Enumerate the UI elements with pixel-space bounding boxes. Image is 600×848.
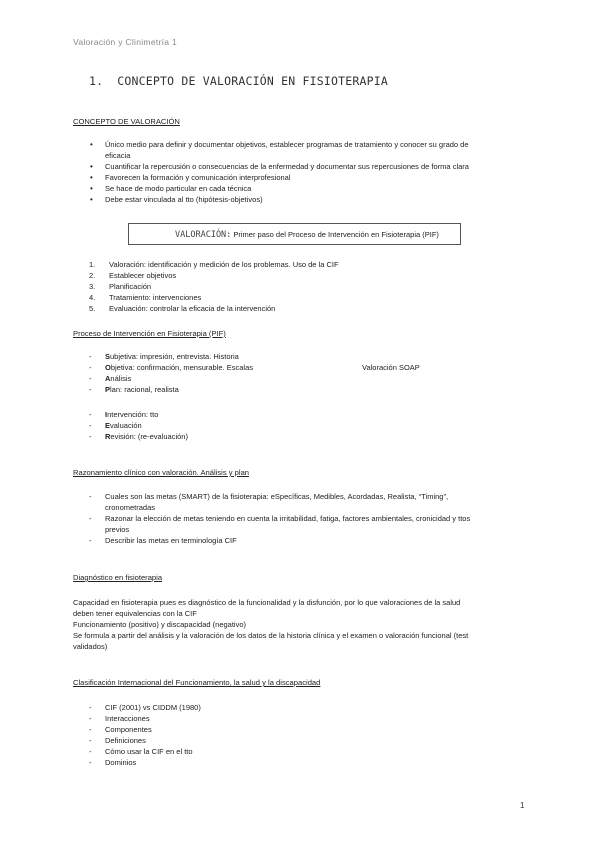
list-item-continuation: eficacia [105, 151, 131, 160]
definition-text: Primer paso del Proceso de Intervención en Fisioterapia (PIF) [233, 230, 439, 239]
list-item [89, 431, 389, 442]
list-item [89, 281, 519, 292]
step-number: 2. [89, 271, 96, 280]
page-number: 1 [520, 801, 525, 810]
list-item: • Se hace de modo particular en cada técnica [73, 183, 533, 194]
soap-initial: P [105, 385, 111, 394]
paragraph-line: validados) [73, 642, 108, 651]
soap-list [89, 351, 389, 395]
soap-initial: O [105, 363, 111, 372]
list-item: • Favorecen la formación y comunicación interprofesional [73, 172, 533, 183]
step-text: Evaluación: controlar la eficacia de la intervención [109, 304, 276, 313]
list-item: - Interacciones [89, 713, 389, 724]
list-item [89, 373, 389, 384]
step-number: 4. [89, 293, 96, 302]
section-heading-cif: Clasificación Internacional del Funcionamiento, la salud y la discapacidad [73, 678, 321, 687]
list-item-continuation: cronometradas [105, 503, 156, 512]
list-item: • Debe estar vinculada al tto (hipótesis-objetivos) [73, 194, 533, 205]
list-item [89, 351, 389, 362]
list-item: - Cuales son las metas (SMART) de la fisioterapia: eSpecíficas, Medibles, Acordadas, Realista, “Timing”, [89, 491, 529, 502]
ier-text: ntervención: tto [107, 410, 159, 419]
step-text: Establecer objetivos [109, 271, 177, 280]
step-text: Valoración: identificación y medición de los problemas. Uso de la CIF [109, 260, 339, 269]
chapter-title-text: CONCEPTO DE VALORACIÓN EN FISIOTERAPIA [117, 74, 388, 88]
list-item: - Componentes [89, 724, 389, 735]
paragraph-line: Capacidad en fisioterapia pues es diagnóstico de la funcionalidad y la disfunción, por lo que valoraciones de la salud [73, 598, 461, 607]
razonamiento-list [89, 491, 529, 546]
ier-initial: E [105, 421, 111, 430]
list-item: - Dominios [89, 757, 389, 768]
section-heading-diagnostico: Diagnóstico en fisioterapia [73, 573, 163, 582]
section-heading-valoracion: CONCEPTO DE VALORACIÓN [73, 117, 180, 126]
list-item: - Definiciones [89, 735, 389, 746]
soap-initial: S [105, 352, 111, 361]
list-item [89, 362, 389, 373]
ier-initial: I [105, 410, 108, 419]
page-header: Valoración y Clinimetría 1 [73, 37, 178, 47]
step-text: Planificación [109, 282, 152, 291]
list-item [89, 270, 519, 281]
list-item-continuation: previos [105, 525, 130, 534]
definition-box [128, 223, 461, 245]
list-item [89, 384, 389, 395]
ier-initial: R [105, 432, 111, 441]
ier-list [89, 409, 389, 442]
list-item [89, 303, 519, 314]
diagnostico-paragraph [73, 597, 528, 652]
paragraph-line: deben tener equivalencias con la CIF [73, 609, 197, 618]
list-item [89, 292, 519, 303]
list-item: - Cómo usar la CIF en el tto [89, 746, 389, 757]
chapter-number: 1. [89, 74, 104, 88]
chapter-title [89, 74, 388, 88]
ier-text: evisión: (re-evaluación) [110, 432, 188, 441]
list-item: • Cuantificar la repercusión o consecuencias de la enfermedad y documentar sus repercusiones de forma clara [73, 161, 533, 172]
paragraph-line: Se formula a partir del análisis y la valoración de los datos de la historia clínica y el examen o valoración funcional (test [73, 631, 469, 640]
list-item: - CIF (2001) vs CIDDM (1980) [89, 702, 389, 713]
section-heading-razonamiento: Razonamiento clínico con valoración. Análisis y plan [73, 468, 250, 477]
soap-label: Valoración SOAP [362, 363, 420, 372]
list-item: - Describir las metas en terminología CIF [89, 535, 529, 546]
list-item: • Único medio para definir y documentar objetivos, establecer programas de tratamiento y conocer su grado de [73, 139, 533, 150]
step-number: 1. [89, 260, 96, 269]
soap-text: bjetiva: confirmación, mensurable. Escalas [110, 363, 253, 372]
valoracion-bullet-list [73, 139, 533, 205]
pif-steps-list [89, 259, 519, 314]
section-heading-pif: Proceso de Intervención en Fisioterapia (PIF) [73, 329, 226, 338]
ier-text: valuación [110, 421, 142, 430]
cif-list [89, 702, 389, 768]
soap-text: nálisis [110, 374, 132, 383]
soap-text: ubjetiva: impresión, entrevista. Historia [110, 352, 239, 361]
step-number: 5. [89, 304, 96, 313]
list-item: - Razonar la elección de metas teniendo en cuenta la irritabilidad, fatiga, factores ambientales, cronicidad y ttos [89, 513, 529, 524]
step-text: Tratamiento: intervenciones [109, 293, 202, 302]
paragraph-line: Funcionamiento (positivo) y discapacidad (negativo) [73, 620, 247, 629]
list-item [89, 420, 389, 431]
soap-text: lan: racional, realista [110, 385, 179, 394]
definition-label: VALORACIÓN: [175, 230, 232, 240]
soap-initial: A [105, 374, 111, 383]
list-item [89, 259, 519, 270]
list-item [89, 409, 389, 420]
step-number: 3. [89, 282, 96, 291]
